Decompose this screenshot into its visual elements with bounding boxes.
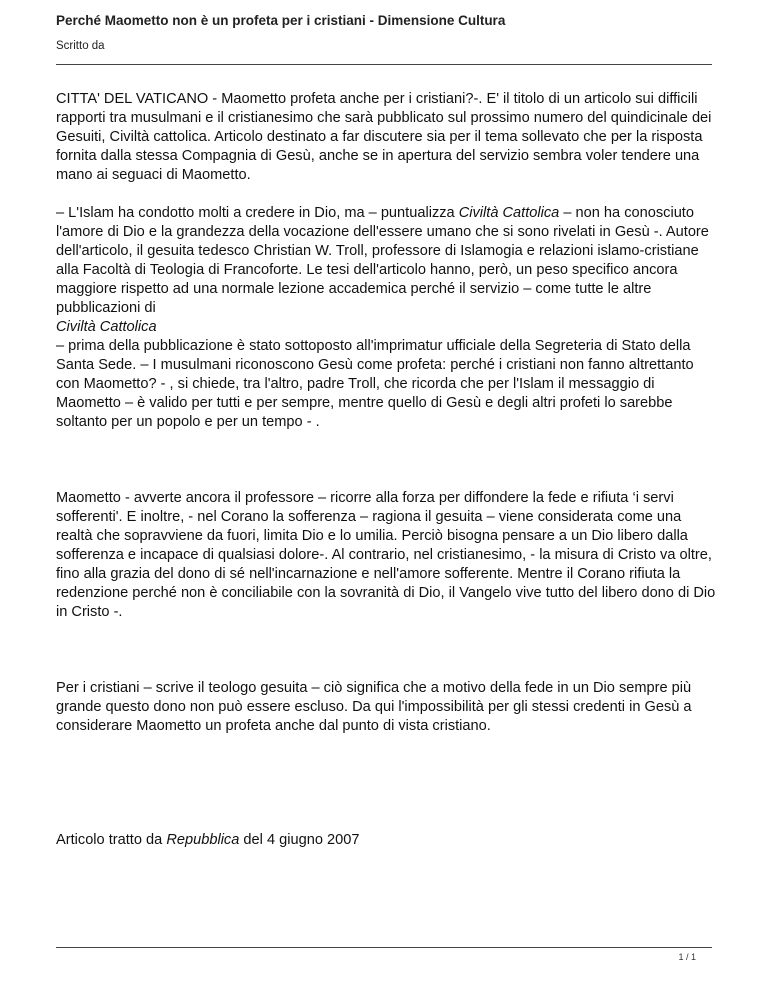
footer-divider [56, 947, 712, 948]
paragraph-islam-text-e: – prima della pubblicazione è stato sottoposto all'imprimatur ufficiale della Segreteria di Stato della Santa Sede. – I musulmani riconoscono Gesù come profeta: perché i cristiani non fanno altrettanto con Maometto? - , si chiede, tra l'altro, padre Troll, che ricorda che per l'Islam il messaggio di Maometto – è valido per tutti e per sempre, mentre quello di Gesù e degli altri profeti lo sarebbe soltanto per un popolo e per un tempo - . [56, 338, 694, 430]
page-header [56, 12, 712, 54]
civilta-cattolica-ref-2: Civiltà Cattolica [56, 319, 157, 335]
article-source [56, 831, 716, 850]
source-date: del 4 giugno 2007 [239, 832, 360, 848]
paragraph-professor: Maometto - avverte ancora il professore – ricorre alla forza per diffondere la fede e rifiuta ‘i servi sofferenti'. E inoltre, - nel Corano la sofferenza – ragiona il gesuita – viene considerata come una realtà che sopravviene da fuori, limita Dio e lo umilia. Perciò bisogna pensare a un Dio libero dalla sofferenza e incapace di qualsiasi dolore-. Al contrario, nel cristianesimo, - la misura di Cristo va oltre, fino alla grazia del dono di sé nell'incarnazione e nell'amore sofferente. Mentre il Corano rifiuta la redenzione perché non è conciliabile con la sovranità di Dio, il Vangelo vive tutto del libero dono di Dio in Cristo -. [56, 490, 716, 620]
page-title: Perché Maometto non è un profeta per i cristiani - Dimensione Cultura [56, 13, 506, 28]
article-body [56, 90, 716, 850]
paragraph-islam-text-a: – L'Islam ha condotto molti a credere in Dio, ma – puntualizza [56, 205, 459, 221]
page-number: 1 / 1 [678, 952, 696, 962]
paragraph-intro: CITTA' DEL VATICANO - Maometto profeta anche per i cristiani?-. E' il titolo di un articolo sui difficili rapporti tra musulmani e il cristianesimo che sarà pubblicato sul prossimo numero del quindicinale dei Gesuiti, Civiltà cattolica. Articolo destinato a far discutere sia per il tema sollevato che per la risposta fornita dalla stessa Compagnia di Gesù, anche se in apertura del servizio sembra voler tendere una mano ai seguaci di Maometto. [56, 91, 712, 183]
paragraph-islam [56, 204, 716, 432]
source-prefix: Articolo tratto da [56, 832, 167, 848]
civilta-cattolica-ref: Civiltà Cattolica [458, 205, 560, 221]
source-publication: Repubblica [166, 832, 240, 848]
paragraph-islam-text-c: – non ha conosciuto l'amore di Dio e la grandezza della vocazione dell'essere umano che si sono rivelati in Gesù -. Autore dell'articolo, il gesuita tedesco Christian W. Troll, professore di Islamogia e relazioni islamo-cristiane alla Facoltà di Teologia di Francoforte. Le tesi dell'articolo hanno, però, un peso specifico ancora maggiore rispetto ad una normale lezione accademica perché il servizio – come tutte le altre pubblicazioni di [56, 205, 709, 316]
header-divider [56, 64, 712, 65]
paragraph-conclusion: Per i cristiani – scrive il teologo gesuita – ciò significa che a motivo della fede in un Dio sempre più grande questo dono non può essere escluso. Da qui l'impossibilità per gli stessi credenti in Gesù a considerare Maometto un profeta anche dal punto di vista cristiano. [56, 680, 692, 734]
byline: Scritto da [56, 40, 105, 52]
